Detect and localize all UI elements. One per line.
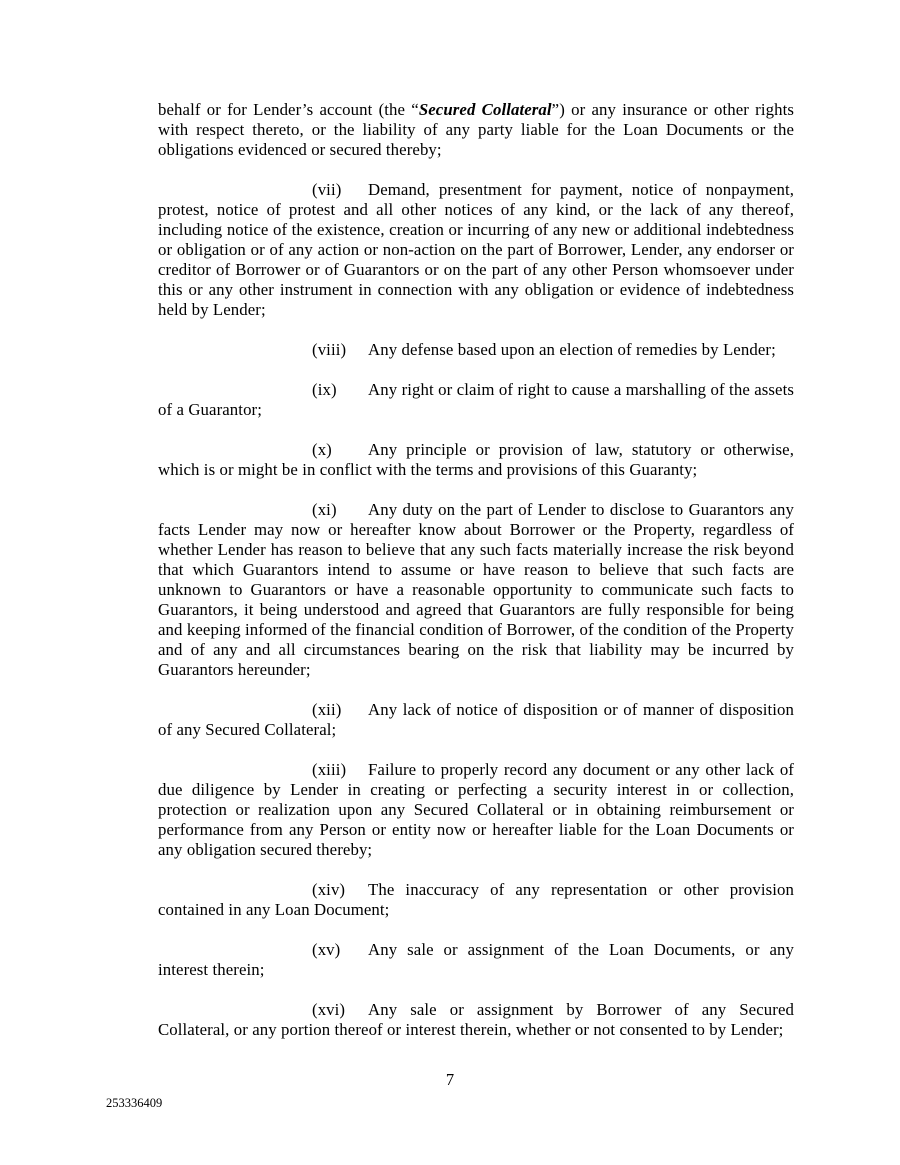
clause-xii <box>158 700 794 740</box>
clause-text: Any duty on the part of Lender to disclose to Guarantors any facts Lender may now or hereafter know about Borrower or the Property, regardless of whether Lender has reason to believe that any such facts materially increase the risk beyond that which Guarantors intend to assume or have reason to believe that such facts are unknown to Guarantors or have a reasonable opportunity to communicate such facts to Guarantors, it being understood and agreed that Guarantors are fully responsible for being and keeping informed of the financial condition of Borrower, of the condition of the Property and of any and all circumstances bearing on the risk that liability may be incurred by Guarantors hereunder; <box>158 500 794 679</box>
clause-text: Any lack of notice of disposition or of manner of disposition of any Secured Collateral; <box>158 700 794 739</box>
defined-term-secured-collateral: Secured Collateral <box>418 100 552 119</box>
clause-text: Any sale or assignment of the Loan Documents, or any interest therein; <box>158 940 794 979</box>
clause-number: (xii) <box>312 700 342 719</box>
clause-ix <box>158 380 794 420</box>
continuation-text-before: behalf or for Lender’s account (the “ <box>158 100 419 119</box>
clause-xiv <box>158 880 794 920</box>
clause-number: (xiii) <box>312 760 347 779</box>
clause-number: (xvi) <box>312 1000 346 1019</box>
clause-number: (xv) <box>312 940 341 959</box>
clause-text: Demand, presentment for payment, notice of nonpayment, protest, notice of protest and all other notices of any kind, or the lack of any thereof, including notice of the existence, creation or incurring of any new or additional indebtedness or obligation or of any action or non-action on the part of Borrower, Lender, any endorser or creditor of Borrower or of Guarantors or on the part of any other Person whomsoever under this or any other instrument in connection with any obligation or evidence of indebtedness held by Lender; <box>158 180 794 319</box>
clause-text: Any right or claim of right to cause a marshalling of the assets of a Guarantor; <box>158 380 794 419</box>
clause-xvi <box>158 1000 794 1040</box>
clause-text: The inaccuracy of any representation or other provision contained in any Loan Document; <box>158 880 794 919</box>
clause-xi <box>158 500 794 680</box>
clause-x <box>158 440 794 480</box>
clause-viii <box>158 340 794 360</box>
clause-text: Any sale or assignment by Borrower of any Secured Collateral, or any portion thereof or interest therein, whether or not consented to by Lender; <box>158 1000 794 1039</box>
clause-number: (viii) <box>312 340 347 359</box>
clause-number: (x) <box>312 440 332 459</box>
document-body <box>158 100 794 1060</box>
clause-text: Failure to properly record any document or any other lack of due diligence by Lender in creating or perfecting a security interest in or collection, protection or realization upon any Secured Collateral or in obtaining reimbursement or performance from any Person or entity now or hereafter liable for the Loan Documents or any obligation secured thereby; <box>158 760 794 859</box>
continuation-paragraph <box>158 100 794 160</box>
continuation-text-after: ”) or any insurance or other rights with respect thereto, or the liability of any party liable for the Loan Documents or the obligations evidenced or secured thereby; <box>158 100 794 159</box>
clause-vii <box>158 180 794 320</box>
clause-number: (xiv) <box>312 880 346 899</box>
clause-number: (xi) <box>312 500 337 519</box>
clause-xiii <box>158 760 794 860</box>
clause-text: Any principle or provision of law, statutory or otherwise, which is or might be in conflict with the terms and provisions of this Guaranty; <box>158 440 794 479</box>
page-number: 7 <box>445 1070 455 1089</box>
clause-xv <box>158 940 794 980</box>
document-id-footer: 253336409 <box>106 1096 163 1110</box>
clause-number: (vii) <box>312 180 342 199</box>
clause-number: (ix) <box>312 380 337 399</box>
clause-text: Any defense based upon an election of remedies by Lender; <box>368 340 776 359</box>
